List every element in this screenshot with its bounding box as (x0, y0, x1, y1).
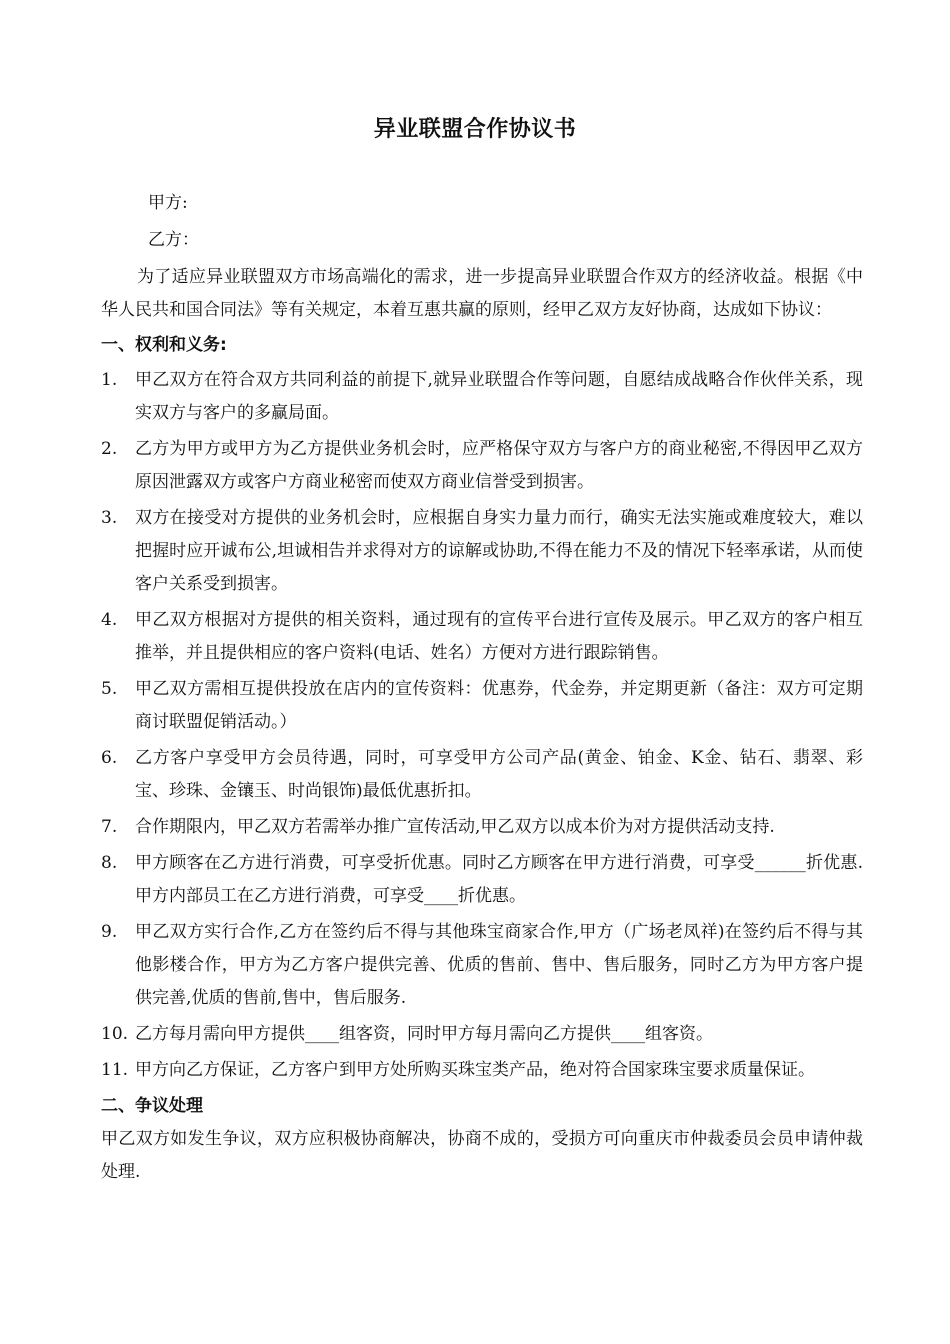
list-item (101, 742, 863, 808)
list-item (101, 433, 863, 499)
item-text: 甲方顾客在乙方进行消费，可享受折优惠。同时乙方顾客在甲方进行消费，可享受______折优惠.甲方内部员工在乙方进行消费，可享受____折优惠。 (135, 853, 863, 906)
list-item (101, 673, 863, 739)
list-item (101, 364, 863, 430)
section-heading-disputes: 二、争议处理 (101, 1096, 203, 1116)
rights-list (101, 364, 863, 1087)
item-text: 双方在接受对方提供的业务机会时，应根据自身实力量力而行，确实无法实施或难度较大，难以把握时应开诚布公,坦诚相告并求得对方的谅解或协助,不得在能力不及的情况下轻率承诺，从而使客户关系受到损害。 (135, 508, 863, 594)
item-number: 2. (101, 439, 118, 459)
list-item (101, 1018, 863, 1051)
item-number: 1. (101, 370, 118, 390)
list-item (101, 502, 863, 601)
item-number: 8. (101, 853, 118, 873)
item-text: 甲乙双方在符合双方共同利益的前提下,就异业联盟合作等问题，自愿结成战略合作伙伴关系，现实双方与客户的多赢局面。 (135, 370, 863, 423)
item-number: 5. (101, 679, 118, 699)
item-text: 甲方向乙方保证，乙方客户到甲方处所购买珠宝类产品，绝对符合国家珠宝要求质量保证。 (135, 1060, 815, 1080)
item-number: 9. (101, 922, 118, 942)
list-item (101, 1054, 863, 1087)
list-item (101, 916, 863, 1015)
party-b-line: 乙方： (148, 230, 199, 250)
item-text: 乙方为甲方或甲方为乙方提供业务机会时，应严格保守双方与客户方的商业秘密,不得因甲乙双方原因泄露双方或客户方商业秘密而使双方商业信誉受到损害。 (135, 439, 863, 492)
item-number: 4. (101, 610, 118, 630)
item-number: 6. (101, 748, 118, 768)
item-text: 乙方每月需向甲方提供____组客资，同时甲方每月需向乙方提供____组客资。 (135, 1024, 713, 1044)
item-number: 7. (101, 817, 118, 837)
list-item (101, 604, 863, 670)
intro-paragraph: 为了适应异业联盟双方市场高端化的需求，进一步提高异业联盟合作双方的经济收益。根据《中华人民共和国合同法》等有关规定，本着互惠共赢的原则，经甲乙双方友好协商，达成如下协议： (101, 267, 863, 320)
document-body (101, 187, 863, 1189)
item-text: 合作期限内，甲乙双方若需举办推广宣传活动,甲乙双方以成本价为对方提供活动支持. (135, 817, 775, 837)
item-text: 乙方客户享受甲方会员待遇，同时，可享受甲方公司产品(黄金、铂金、K金、钻石、翡翠、彩宝、珍珠、金镶玉、时尚银饰)最低优惠折扣。 (135, 748, 863, 801)
item-text: 甲乙双方根据对方提供的相关资料，通过现有的宣传平台进行宣传及展示。甲乙双方的客户相互推举，并且提供相应的客户资料(电话、姓名）方便对方进行跟踪销售。 (135, 610, 863, 663)
document-title: 异业联盟合作协议书 (373, 117, 577, 142)
item-text: 甲乙双方实行合作,乙方在签约后不得与其他珠宝商家合作,甲方（广场老凤祥)在签约后不得与其他影楼合作，甲方为乙方客户提供完善、优质的售前、售中、售后服务，同时乙方为甲方客户提供完善,优质的售前,售中，售后服务. (135, 922, 863, 1008)
item-text: 甲乙双方需相互提供投放在店内的宣传资料：优惠券，代金券，并定期更新（备注：双方可定期商讨联盟促销活动。） (135, 679, 863, 732)
party-a-line: 甲方: (148, 193, 188, 213)
list-item (101, 847, 863, 913)
item-number: 3. (101, 508, 118, 528)
item-number: 10. (101, 1024, 129, 1044)
disputes-paragraph: 甲乙双方如发生争议，双方应积极协商解决，协商不成的，受损方可向重庆市仲裁委员会员申请仲裁处理. (101, 1129, 863, 1182)
section-heading-rights: 一、权利和义务: (101, 335, 227, 355)
list-item (101, 811, 863, 844)
item-number: 11. (101, 1060, 129, 1080)
